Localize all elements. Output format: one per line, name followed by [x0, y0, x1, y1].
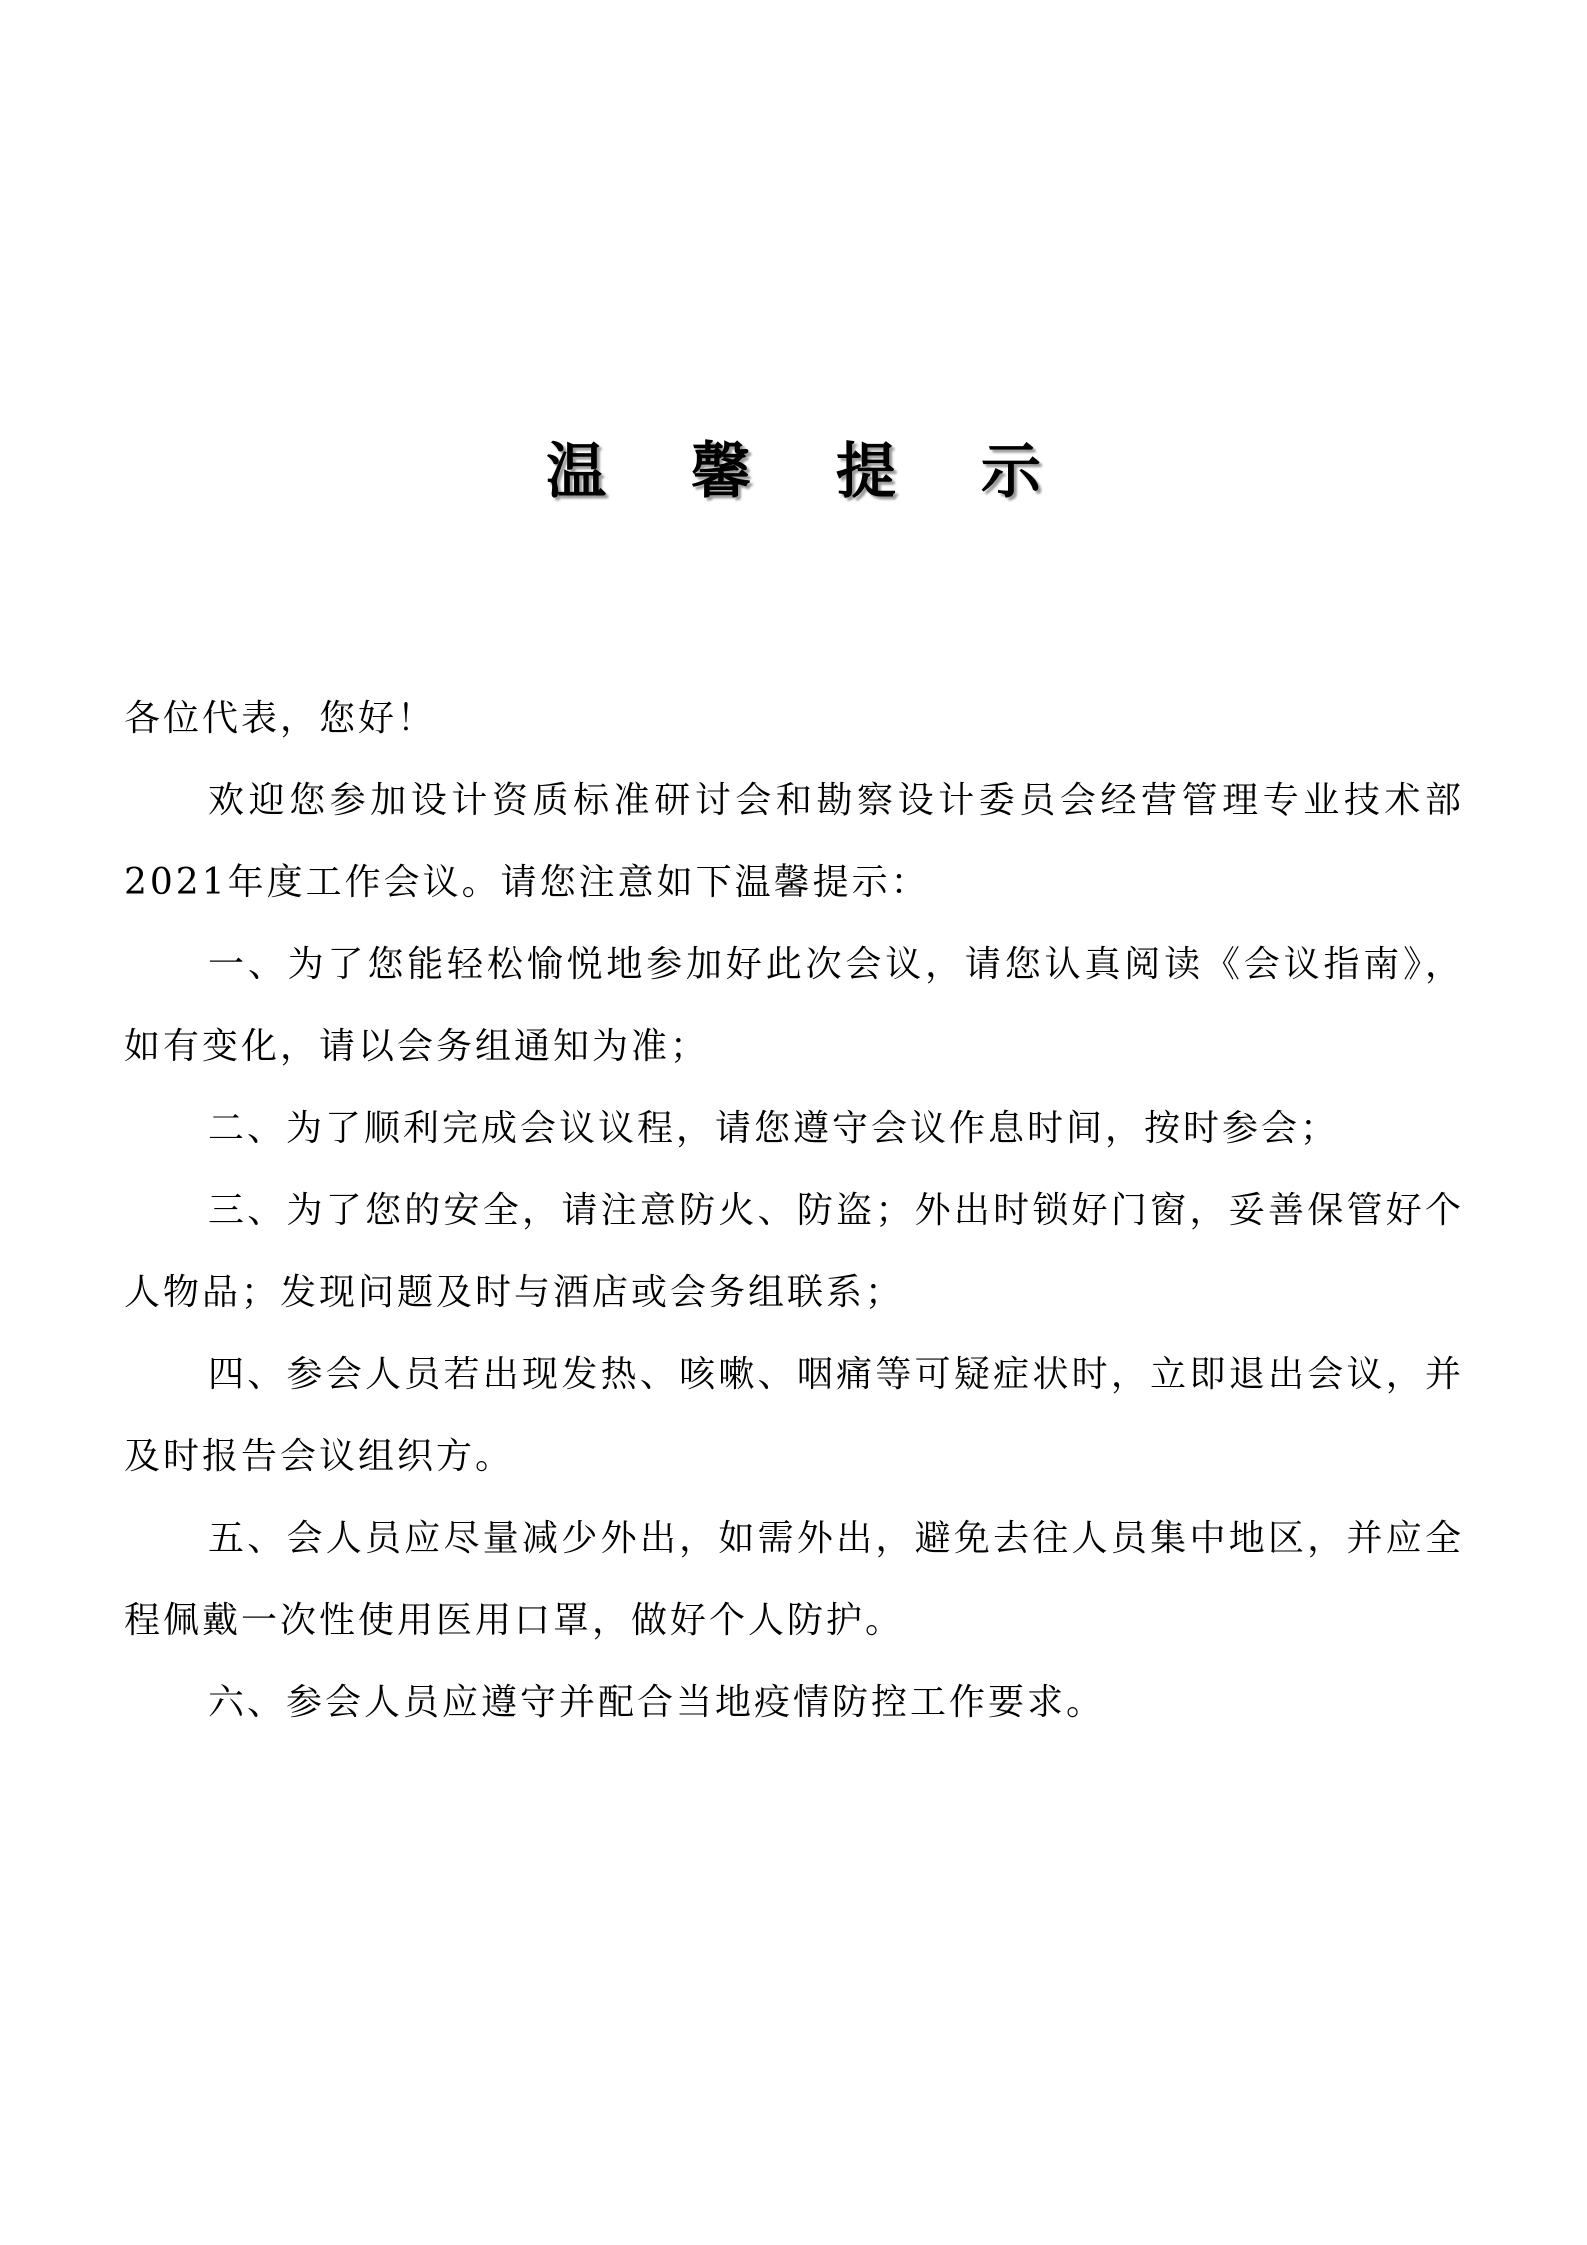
tip-item-6: 六、参会人员应遵守并配合当地疫情防控工作要求。 — [208, 1682, 1106, 1723]
tip-item-4: 四、参会人员若出现发热、咳嗽、咽痛等可疑症状时，立即退出会议，并及时报告会议组织方。 — [124, 1354, 1464, 1477]
document-body — [124, 678, 1464, 1744]
tip-item-5: 五、会人员应尽量减少外出，如需外出，避免去往人员集中地区，并应全程佩戴一次性使用医用口罩，做好个人防护。 — [124, 1518, 1464, 1641]
salutation: 各位代表，您好！ — [124, 698, 437, 739]
tip-item-3: 三、为了您的安全，请注意防火、防盗；外出时锁好门窗，妥善保管好个人物品；发现问题及时与酒店或会务组联系； — [124, 1190, 1464, 1313]
tip-item-2: 二、为了顺利完成会议议程，请您遵守会议作息时间，按时参会； — [208, 1108, 1340, 1149]
page-title: 温 馨 提 示 — [546, 437, 1073, 507]
tip-item-1: 一、为了您能轻松愉悦地参加好此次会议，请您认真阅读《会议指南》，如有变化，请以会务组通知为准； — [124, 944, 1464, 1067]
intro-paragraph: 欢迎您参加设计资质标准研讨会和勘察设计委员会经营管理专业技术部2021年度工作会议。请您注意如下温馨提示： — [124, 780, 1464, 903]
